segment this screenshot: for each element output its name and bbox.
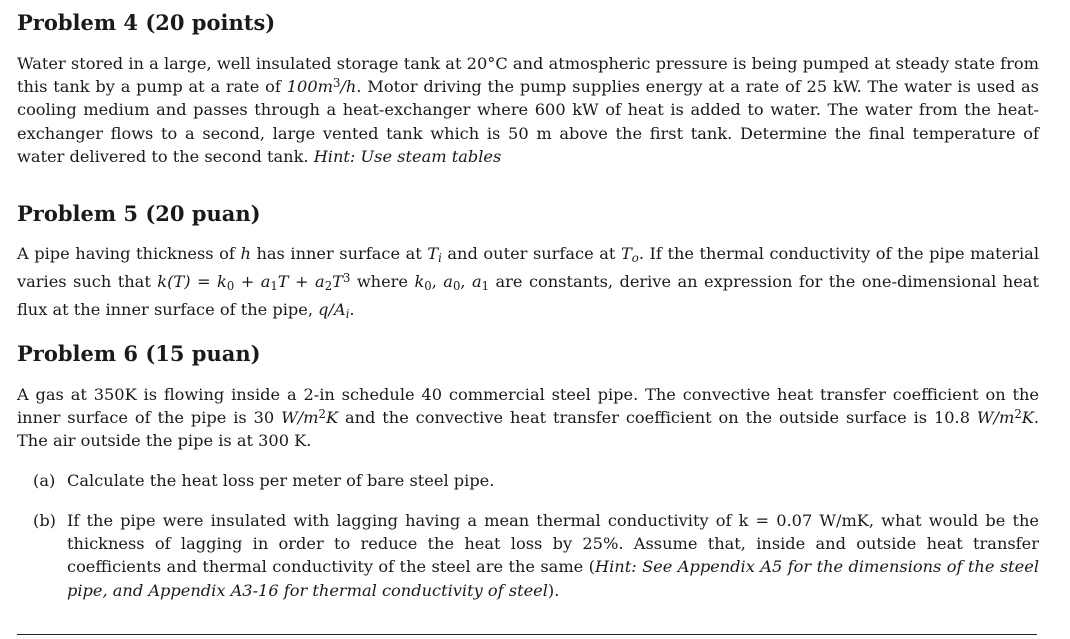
problem-6-part-a — [17, 469, 1039, 492]
part-b-text: If the pipe were insulated with lagging having a mean thermal conductivity of k = 0.07 W/mK, what would be the thickness of lagging in order to reduce the heat loss by 25%. Assume that, inside and outside heat transfer coefficients and thermal conductivity of the steel are the same (Hint: See Appendix A5 for the dimensions of the steel pipe, and Appendix A3-16 for thermal conductivity of steel). — [67, 511, 1039, 600]
problem-6-title: Problem 6 (15 puan) — [17, 341, 261, 366]
problem-4-title: Problem 4 (20 points) — [17, 10, 276, 35]
part-a-label: (a) — [33, 471, 56, 490]
part-b-label: (b) — [33, 511, 56, 530]
problem-5-title: Problem 5 (20 puan) — [17, 201, 261, 226]
bottom-divider — [17, 634, 1037, 635]
problem-6-part-b — [17, 509, 1039, 602]
problem-4-text: Water stored in a large, well insulated storage tank at 20°C and atmospheric pressure is being pumped at steady state from this tank by a pump at a rate of $100m^3/h$. Motor driving the pump supplies energy at a rate of 25 kW. The water is used as cooling medium and passes through a heat-exchanger where 600 kW of heat is added to water. The water from the heat-exchanger flows to a second, large vented tank which is 50 m above the first tank. Determine the final temperature of water delivered to the second tank. Hint: Use steam tables — [17, 54, 1039, 166]
part-a-text: Calculate the heat loss per meter of bare steel pipe. — [67, 471, 495, 490]
part-b-hint: Hint: See Appendix A5 for the dimensions of the steel pipe, and Appendix A3-16 for thermal conductivity of steel — [67, 557, 1039, 600]
problem-4-hint: Hint: Use steam tables — [313, 146, 502, 166]
problem-5-text: A pipe having thickness of h has inner surface at $T_i$ and outer surface at $T_o$. If the thermal conductivity of the pipe material varies such that $k(T) = k_0 + a_1T + a_2T^3$ where $k_0$, $a_0$, $a_1$ are constants, derive an expression for the one-dimensional heat flux at the inner surface of the pipe, $q/A_i$. — [17, 244, 1039, 322]
problem-6-text: A gas at 350K is flowing inside a 2-in schedule 40 commercial steel pipe. The convective heat transfer coefficient on the inner surface of the pipe is 30 $W/m^2K$ and the convective heat transfer coefficient on the outside surface is 10.8 $W/m^2K$. The air outside the pipe is at 300 K. — [17, 385, 1040, 451]
